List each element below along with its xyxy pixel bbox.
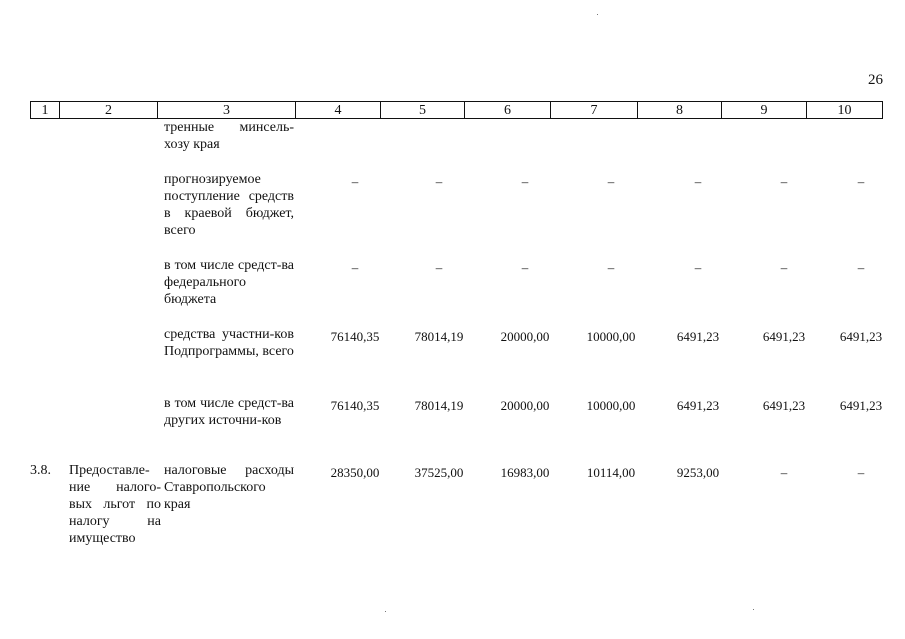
- table-header-row: [30, 101, 883, 119]
- table-cell: –: [521, 174, 529, 189]
- table-cell: 6491,23: [839, 329, 883, 344]
- scan-speck: [753, 609, 754, 610]
- table-cell: 6491,23: [676, 329, 720, 344]
- table-cell: 10000,00: [586, 398, 636, 413]
- header-cell-6: 6: [465, 102, 551, 118]
- table-cell: 28350,00: [330, 465, 380, 480]
- table-cell: 37525,00: [414, 465, 464, 480]
- table-cell: –: [521, 260, 529, 275]
- row-label: в том числе средст-ва федерального бюджета: [164, 258, 294, 307]
- table-cell: –: [435, 174, 443, 189]
- table-cell: –: [694, 174, 702, 189]
- item-number: 3.8.: [30, 463, 51, 478]
- table-cell: 6491,23: [839, 398, 883, 413]
- header-cell-9: 9: [722, 102, 807, 118]
- header-cell-3: 3: [158, 102, 296, 118]
- table-cell: 10000,00: [586, 329, 636, 344]
- table-cell: 76140,35: [330, 398, 380, 413]
- row-label: тренные минсель-хозу края: [164, 120, 294, 152]
- table-cell: 16983,00: [500, 465, 550, 480]
- table-cell: –: [351, 174, 359, 189]
- table-cell: 10114,00: [586, 465, 636, 480]
- table-cell: –: [857, 260, 865, 275]
- header-cell-10: 10: [837, 103, 852, 118]
- table-cell: –: [435, 260, 443, 275]
- table-cell: 9253,00: [676, 465, 720, 480]
- row-label: налоговые расходы Ставропольского края: [164, 463, 294, 512]
- header-cell-1: 1: [31, 102, 60, 118]
- table-cell: –: [694, 260, 702, 275]
- table-cell: 6491,23: [762, 398, 806, 413]
- table-cell: –: [857, 465, 865, 480]
- item-title: Предоставле-ние налого-вых льгот по налогу на имущество: [69, 463, 161, 546]
- table-cell: –: [351, 260, 359, 275]
- header-cell-5: 5: [381, 102, 465, 118]
- page-number: 26: [868, 72, 883, 88]
- header-cell-7: 7: [551, 102, 638, 118]
- table-cell: –: [857, 174, 865, 189]
- table-cell: –: [607, 174, 615, 189]
- table-cell: –: [607, 260, 615, 275]
- table-cell: 78014,19: [414, 329, 464, 344]
- table-cell: 76140,35: [330, 329, 380, 344]
- row-label: прогнозируемое поступление средств в краевой бюджет, всего: [164, 172, 294, 238]
- table-cell: 20000,00: [500, 398, 550, 413]
- scan-speck: [385, 611, 386, 612]
- scan-speck: [597, 14, 598, 15]
- table-cell: 6491,23: [762, 329, 806, 344]
- header-cell-4: 4: [296, 102, 381, 118]
- table-cell: –: [780, 465, 788, 480]
- table-cell: 6491,23: [676, 398, 720, 413]
- table-cell: 20000,00: [500, 329, 550, 344]
- table-cell: –: [780, 260, 788, 275]
- table-cell: –: [780, 174, 788, 189]
- table-cell: 78014,19: [414, 398, 464, 413]
- row-label: в том числе средст-ва других источни-ков: [164, 396, 294, 428]
- header-cell-8: 8: [638, 102, 722, 118]
- header-cell-2: 2: [60, 102, 158, 118]
- row-label: средства участни-ков Подпрограммы, всего: [164, 327, 294, 359]
